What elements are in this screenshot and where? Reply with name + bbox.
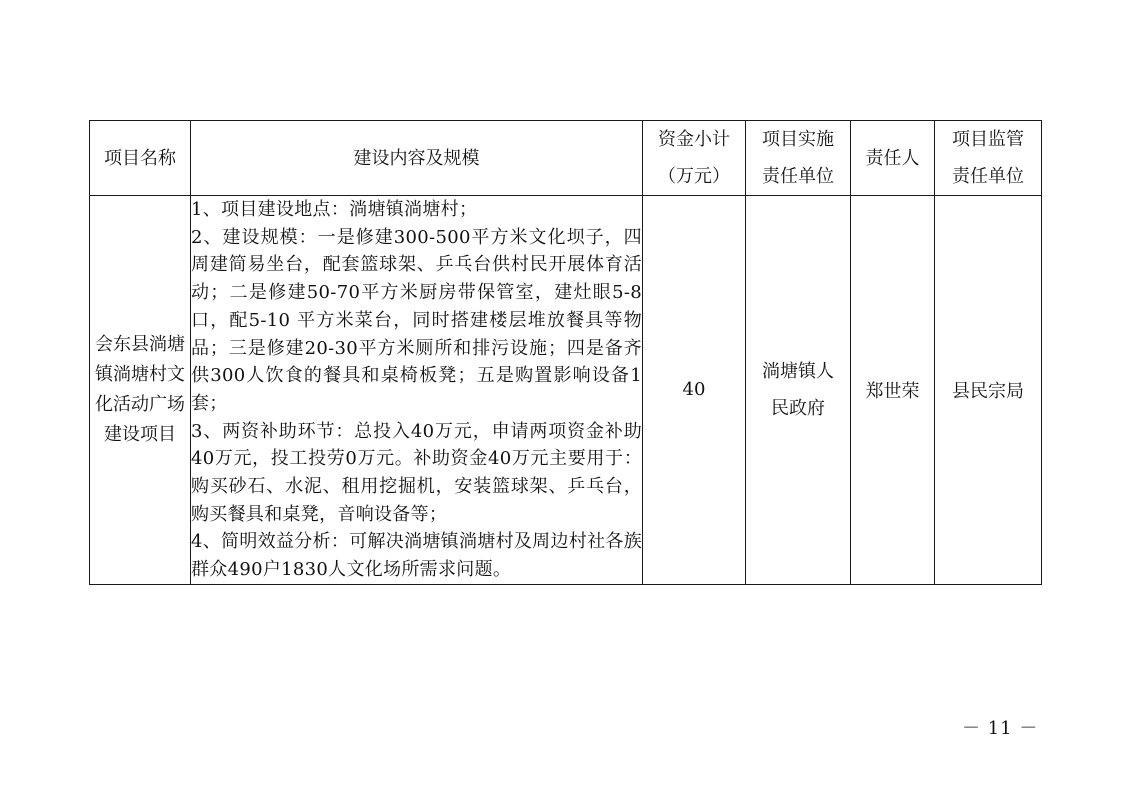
header-supervise-unit-line2: 责任单位 (952, 166, 1024, 187)
table-row (90, 196, 1042, 585)
header-impl-unit-line1: 项目实施 (762, 129, 834, 150)
funds-cell: 40 (643, 196, 746, 585)
header-project-name: 项目名称 (90, 121, 191, 196)
header-impl-unit-line2: 责任单位 (762, 166, 834, 187)
content-item-benefit: 4、简明效益分析：可解决淌塘镇淌塘村及周边村社各族群众490户1830人文化场所需求问题。 (191, 531, 642, 581)
page-number: － 11 － (962, 718, 1039, 739)
header-funds-line2: （万元） (658, 166, 730, 187)
header-supervise-unit-line1: 项目监管 (952, 129, 1024, 150)
responsible-person-cell: 郑世荣 (851, 196, 935, 585)
header-impl-unit (746, 121, 851, 196)
content-item-scale: 2、建设规模：一是修建300-500平方米文化坝子，四周建简易坐台，配套篮球架、乒乓台供村民开展体育活动；二是修建50-70平方米厨房带保管室，建灶眼5-8口，配5-10 平方米菜台，同时搭建楼层堆放餐具等物品；三是修建20-30平方米厕所和排污设施；四是备齐供300人饮食的餐具和桌椅板凳；五是购置影响设备1套； (191, 226, 642, 414)
header-funds (643, 121, 746, 196)
header-funds-line1: 资金小计 (658, 129, 730, 150)
impl-unit-line1: 淌塘镇人 (762, 360, 834, 382)
supervise-unit-cell: 县民宗局 (935, 196, 1042, 585)
content-item-location: 1、项目建设地点：淌塘镇淌塘村； (191, 199, 478, 220)
header-content-scale: 建设内容及规模 (191, 121, 643, 196)
content-item-subsidy: 3、两资补助环节：总投入40万元，申请两项资金补助40万元，投工投劳0万元。补助资金40万元主要用于：购买砂石、水泥、租用挖掘机，安装篮球架、乒乓台，购买餐具和桌凳，音响设备等； (191, 420, 642, 525)
project-table (89, 120, 1042, 585)
impl-unit-line2: 民政府 (771, 397, 825, 419)
content-cell (191, 196, 643, 585)
header-responsible-person: 责任人 (851, 121, 935, 196)
project-name-cell: 会东县淌塘镇淌塘村文化活动广场建设项目 (90, 196, 191, 585)
impl-unit-cell (746, 196, 851, 585)
header-supervise-unit (935, 121, 1042, 196)
table-header-row (90, 121, 1042, 196)
